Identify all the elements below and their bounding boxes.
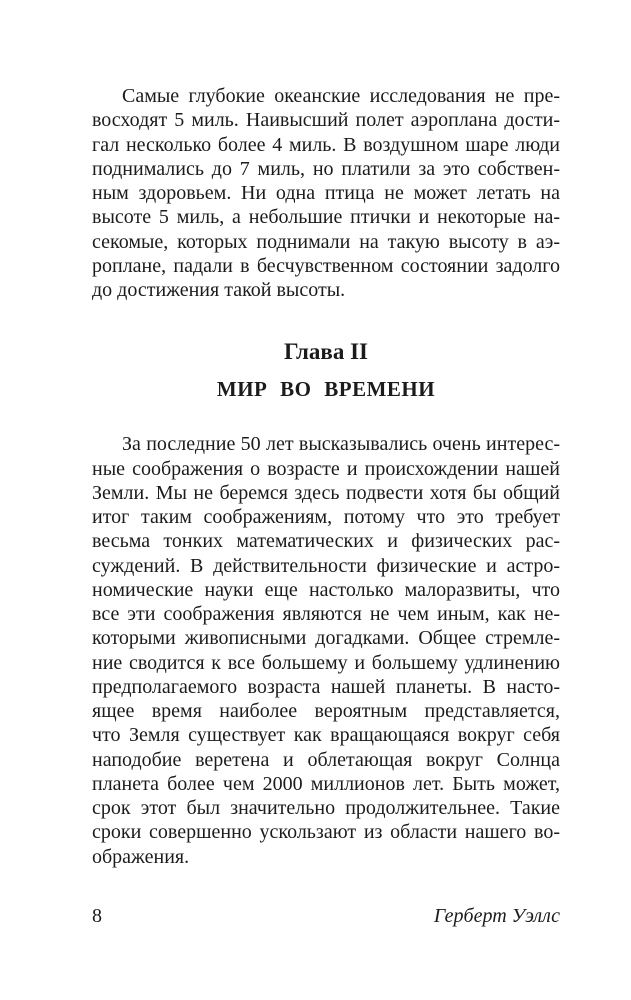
text-line: восходят 5 миль. Наивысший полет аэроплана дости- [92, 109, 560, 132]
text-line: предполагаемого возраста нашей планеты. В насто- [92, 675, 560, 698]
text-line: до достижения такой высоты. [92, 279, 346, 301]
text-line: что Земля существует как вращающаяся вокруг себя [92, 724, 560, 747]
footer [92, 903, 560, 929]
text-line: ображения. [92, 845, 190, 868]
text-line: ные соображения о возрасте и происхождении нашей [92, 457, 560, 480]
text-line: гал несколько более 4 миль. В воздушном шаре люди [92, 133, 560, 156]
text-line: высоте 5 миль, а небольшие птички и некоторые на- [92, 206, 560, 229]
body-text [92, 84, 560, 869]
text-line: суждений. В действительности физические и астро- [92, 554, 560, 577]
text-line: весьма тонких математических и физических рас- [92, 530, 560, 553]
text-line: За последние 50 лет высказывались очень интерес- [122, 433, 560, 456]
text-line: которыми живописными догадками. Общее стремле- [92, 627, 560, 650]
text-line: Самые глубокие океанские исследования не пре- [122, 85, 560, 107]
text-line: секомые, которых поднимали на такую высоту в аэ- [92, 230, 560, 253]
chapter-heading: Глава II [283, 339, 368, 365]
text-line: роплане, падали в бесчувственном состоянии задолго [92, 254, 560, 277]
text-line: сроки совершенно ускользают из области нашего во- [92, 821, 560, 844]
text-line: срок этот был значительно продолжительнее. Такие [92, 797, 560, 819]
chapter-title: МИР ВО ВРЕМЕНИ [216, 377, 436, 402]
text-line: поднимались до 7 миль, но платили за это собствен- [92, 157, 560, 180]
text-line: Земли. Мы не беремся здесь подвести хотя бы общий [92, 481, 560, 504]
text-line: все эти соображения являются не чем иным, как не- [92, 603, 560, 625]
text-line: ным здоровьем. Ни одна птица не может летать на [92, 182, 560, 204]
running-author: Герберт Уэллс [433, 905, 560, 927]
text-line: ние сводится к все большему и большему удлинению [92, 651, 560, 674]
text-line: ящее время наиболее вероятным представляется, [92, 700, 560, 722]
text-line: номические науки еще настолько малоразвиты, что [92, 578, 560, 601]
text-line: итог таким соображениям, потому что это требует [92, 506, 560, 528]
text-line: планета более чем 2000 миллионов лет. Быть может, [92, 772, 560, 795]
page-number: 8 [92, 905, 102, 927]
text-line: наподобие веретена и облетающая вокруг Солнца [92, 748, 560, 771]
paragraph [92, 432, 560, 869]
paragraph [92, 84, 560, 302]
